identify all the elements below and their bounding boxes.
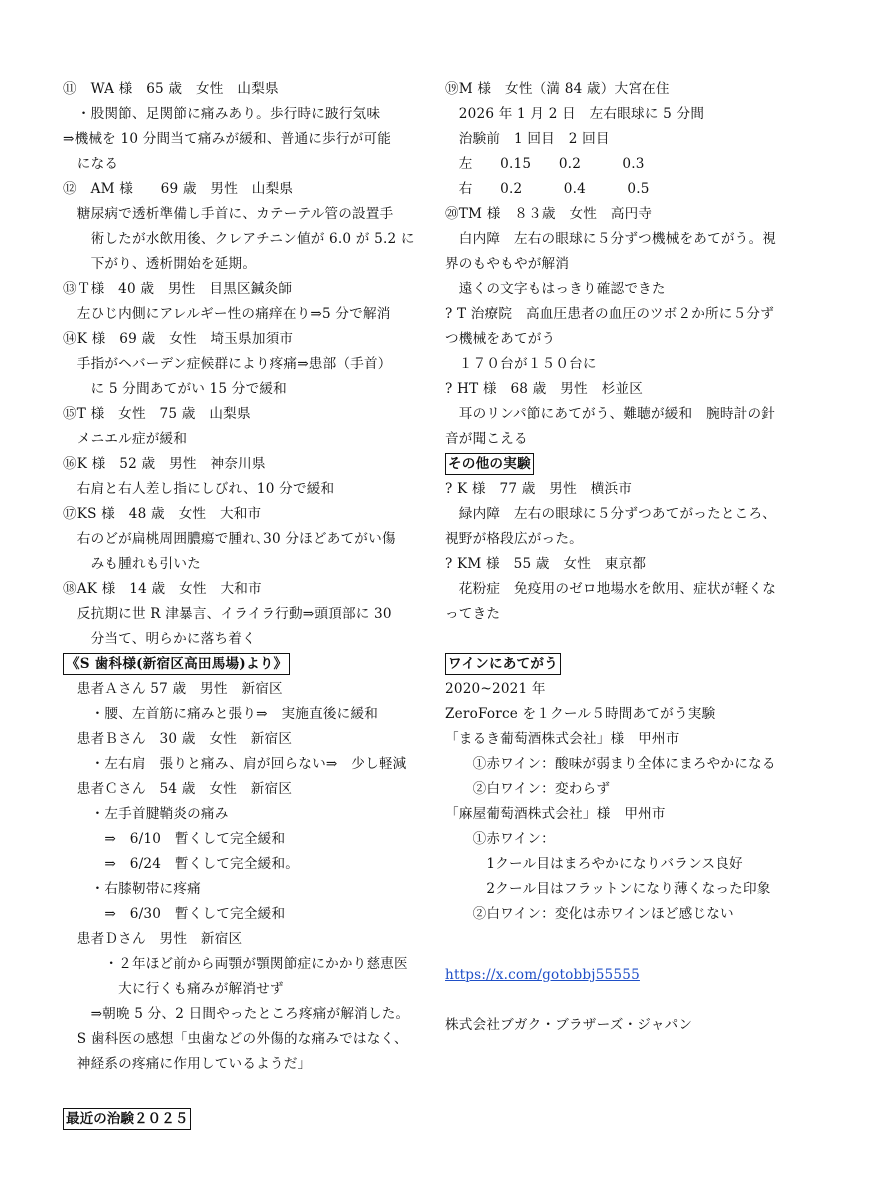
company-name: 株式会社ブガク・ブラザーズ・ジャパン bbox=[445, 1017, 693, 1033]
section-wine-heading-row bbox=[445, 652, 820, 677]
patient-c-text: ・右膝靭帯に疼痛 bbox=[63, 881, 201, 897]
winery-2-red-text: 1クール目はまろやかになりバランス良好 bbox=[445, 856, 743, 872]
right-column bbox=[445, 77, 820, 1038]
case-16-text: 右肩と右人差し指にしびれ、10 分で緩和 bbox=[63, 481, 335, 497]
other-case-2-header: ? KM 様 55 歳 女性 東京都 bbox=[445, 556, 647, 572]
case-18-text: 分当て、明らかに落ち着く bbox=[63, 631, 256, 647]
case-17-text: みも腫れも引いた bbox=[63, 556, 201, 572]
left-column bbox=[63, 77, 423, 1077]
other-case-1-text: 視野が格段広がった。 bbox=[445, 531, 583, 547]
case-17-header: ⑰KS 様 48 歳 女性 大和市 bbox=[63, 506, 262, 522]
spacer bbox=[445, 927, 820, 963]
patient-d-header: 患者Ｄさん 男性 新宿区 bbox=[63, 931, 243, 947]
patient-c-text: ⇒ 6/24 暫くして完全緩和。 bbox=[63, 856, 300, 872]
other-case-1-text: 緑内障 左右の眼球に５分ずつあてがったところ、 bbox=[445, 506, 777, 522]
case-21-text: つ機械をあてがう bbox=[445, 331, 556, 347]
case-15-text: メニエル症が緩和 bbox=[63, 431, 188, 447]
spacer bbox=[445, 627, 820, 652]
vision-table-row-left: 左 0.15 0.2 0.3 bbox=[445, 156, 645, 172]
case-22-text: 音が聞こえる bbox=[445, 431, 528, 447]
case-22-text: 耳のリンパ節にあてがう、難聴が緩和 腕時計の針 bbox=[445, 406, 776, 422]
patient-b-text: ・左右肩 張りと痛み、肩が回らない⇒ 少し軽減 bbox=[63, 756, 407, 772]
x-link-row bbox=[445, 963, 820, 988]
wine-experiment: ZeroForce を１クール５時間あてがう実験 bbox=[445, 706, 716, 722]
dentist-comment: 神経系の疼痛に作用しているようだ」 bbox=[63, 1056, 312, 1072]
patient-c-text: ・左手首腱鞘炎の痛み bbox=[63, 806, 229, 822]
patient-c-text: ⇒ 6/10 暫くして完全緩和 bbox=[63, 831, 286, 847]
case-11-text: ⇒機械を 10 分間当て痛みが緩和、普通に歩行が可能 bbox=[63, 131, 391, 147]
section-dental-heading: 《S 歯科様(新宿区高田馬場)より》 bbox=[63, 653, 290, 675]
x-link[interactable]: https://x.com/gotobbj55555 bbox=[445, 967, 640, 983]
case-15-header: ⑮T 様 女性 75 歳 山梨県 bbox=[63, 406, 251, 422]
case-11-text: になる bbox=[63, 156, 119, 172]
case-12-header: ⑫ AM 様 69 歳 男性 山梨県 bbox=[63, 181, 294, 197]
case-13-text: 左ひじ内側にアレルギー性の痛痒在り⇒5 分で解消 bbox=[63, 306, 391, 322]
section-wine-heading: ワインにあてがう bbox=[445, 653, 561, 675]
case-14-text: に 5 分間あてがい 15 分で緩和 bbox=[63, 381, 287, 397]
winery-1-red: ①赤ワイン：酸味が弱まり全体にまろやかになる bbox=[445, 756, 776, 772]
case-12-text: 術したが水飲用後、クレアチニン値が 6.0 が 5.2 に bbox=[63, 231, 415, 247]
winery-2-white: ②白ワイン：変化は赤ワインほど感じない bbox=[445, 906, 734, 922]
patient-a-text: ・腰、左首筋に痛みと張り⇒ 実施直後に緩和 bbox=[63, 706, 379, 722]
patient-a-header: 患者Ａさん 57 歳 男性 新宿区 bbox=[63, 681, 283, 697]
case-21-text: １７０台が１５０台に bbox=[445, 356, 597, 372]
case-19-header: ⑲M 様 女性（満 84 歳）大宮在住 bbox=[445, 81, 670, 97]
dentist-comment: S 歯科医の感想「虫歯などの外傷的な痛みではなく、 bbox=[63, 1031, 408, 1047]
wine-period: 2020~2021 年 bbox=[445, 681, 546, 697]
case-18-header: ⑱AK 様 14 歳 女性 大和市 bbox=[63, 581, 262, 597]
patient-b-header: 患者Ｂさん 30 歳 女性 新宿区 bbox=[63, 731, 293, 747]
case-14-header: ⑭K 様 69 歳 女性 埼玉県加須市 bbox=[63, 331, 294, 347]
case-21-header: ? T 治療院 高血圧患者の血圧のツボ２か所に５分ず bbox=[445, 306, 774, 322]
case-17-text: 右のどが扁桃周囲膿瘍で腫れ､30 分ほどあてがい傷 bbox=[63, 531, 396, 547]
spacer bbox=[445, 988, 820, 1013]
section-other-heading: その他の実験 bbox=[445, 453, 534, 475]
patient-d-text: ⇒朝晩 5 分、2 日間やったところ疼痛が解消した。 bbox=[63, 1006, 410, 1022]
section-other-heading-row bbox=[445, 452, 820, 477]
winery-1: 「まるき葡萄酒株式会社」様 甲州市 bbox=[445, 731, 680, 747]
footer-title-row bbox=[63, 1107, 191, 1132]
patient-c-header: 患者Ｃさん 54 歳 女性 新宿区 bbox=[63, 781, 293, 797]
case-11-text: ・股関節、足関節に痛みあり。歩行時に跛行気味 bbox=[63, 106, 381, 122]
other-case-2-text: 花粉症 免疫用のゼロ地場水を飲用、症状が軽くな bbox=[445, 581, 777, 597]
case-13-header: ⑬Ｔ様 40 歳 男性 目黒区鍼灸師 bbox=[63, 281, 293, 297]
case-12-text: 糖尿病で透析準備し手首に、カテーテル管の設置手 bbox=[63, 206, 394, 222]
footer-title: 最近の治験２０２５ bbox=[63, 1108, 191, 1130]
case-20-text: 界のもやもやが解消 bbox=[445, 256, 570, 272]
case-20-text: 白内障 左右の眼球に５分ずつ機械をあてがう。視 bbox=[445, 231, 777, 247]
vision-table-row-right: 右 0.2 0.4 0.5 bbox=[445, 181, 650, 197]
case-16-header: ⑯K 様 52 歳 男性 神奈川県 bbox=[63, 456, 266, 472]
vision-table-header: 治験前 1 回目 2 回目 bbox=[445, 131, 610, 147]
case-20-header: ⑳TM 様 ８３歳 女性 高円寺 bbox=[445, 206, 653, 222]
case-12-text: 下がり、透析開始を延期。 bbox=[63, 256, 257, 272]
winery-2-red-text: 2クール目はフラットンになり薄くなった印象 bbox=[445, 881, 771, 897]
case-20-text: 遠くの文字もはっきり確認できた bbox=[445, 281, 666, 297]
case-11-header: ⑪ WA 様 65 歳 女性 山梨県 bbox=[63, 81, 279, 97]
winery-2: 「麻屋葡萄酒株式会社」様 甲州市 bbox=[445, 806, 666, 822]
winery-1-white: ②白ワイン：変わらず bbox=[445, 781, 611, 797]
patient-d-text: ・２年ほど前から両顎が顎関節症にかかり慈恵医 bbox=[63, 956, 408, 972]
other-case-2-text: ってきた bbox=[445, 606, 501, 622]
section-dental-heading-row bbox=[63, 652, 423, 677]
other-case-1-header: ? K 様 77 歳 男性 横浜市 bbox=[445, 481, 633, 497]
case-19-text: 2026 年 1 月 2 日 左右眼球に 5 分間 bbox=[445, 106, 705, 122]
winery-2-red: ①赤ワイン： bbox=[445, 831, 555, 847]
patient-c-text: ⇒ 6/30 暫くして完全緩和 bbox=[63, 906, 286, 922]
case-22-header: ? HT 様 68 歳 男性 杉並区 bbox=[445, 381, 644, 397]
case-18-text: 反抗期に世 R 津暴言、イライラ行動⇒頭頂部に 30 bbox=[63, 606, 392, 622]
patient-d-text: 大に行くも痛みが解消せず bbox=[63, 981, 284, 997]
case-14-text: 手指がヘバーデン症候群により疼痛⇒患部（手首） bbox=[63, 356, 392, 372]
